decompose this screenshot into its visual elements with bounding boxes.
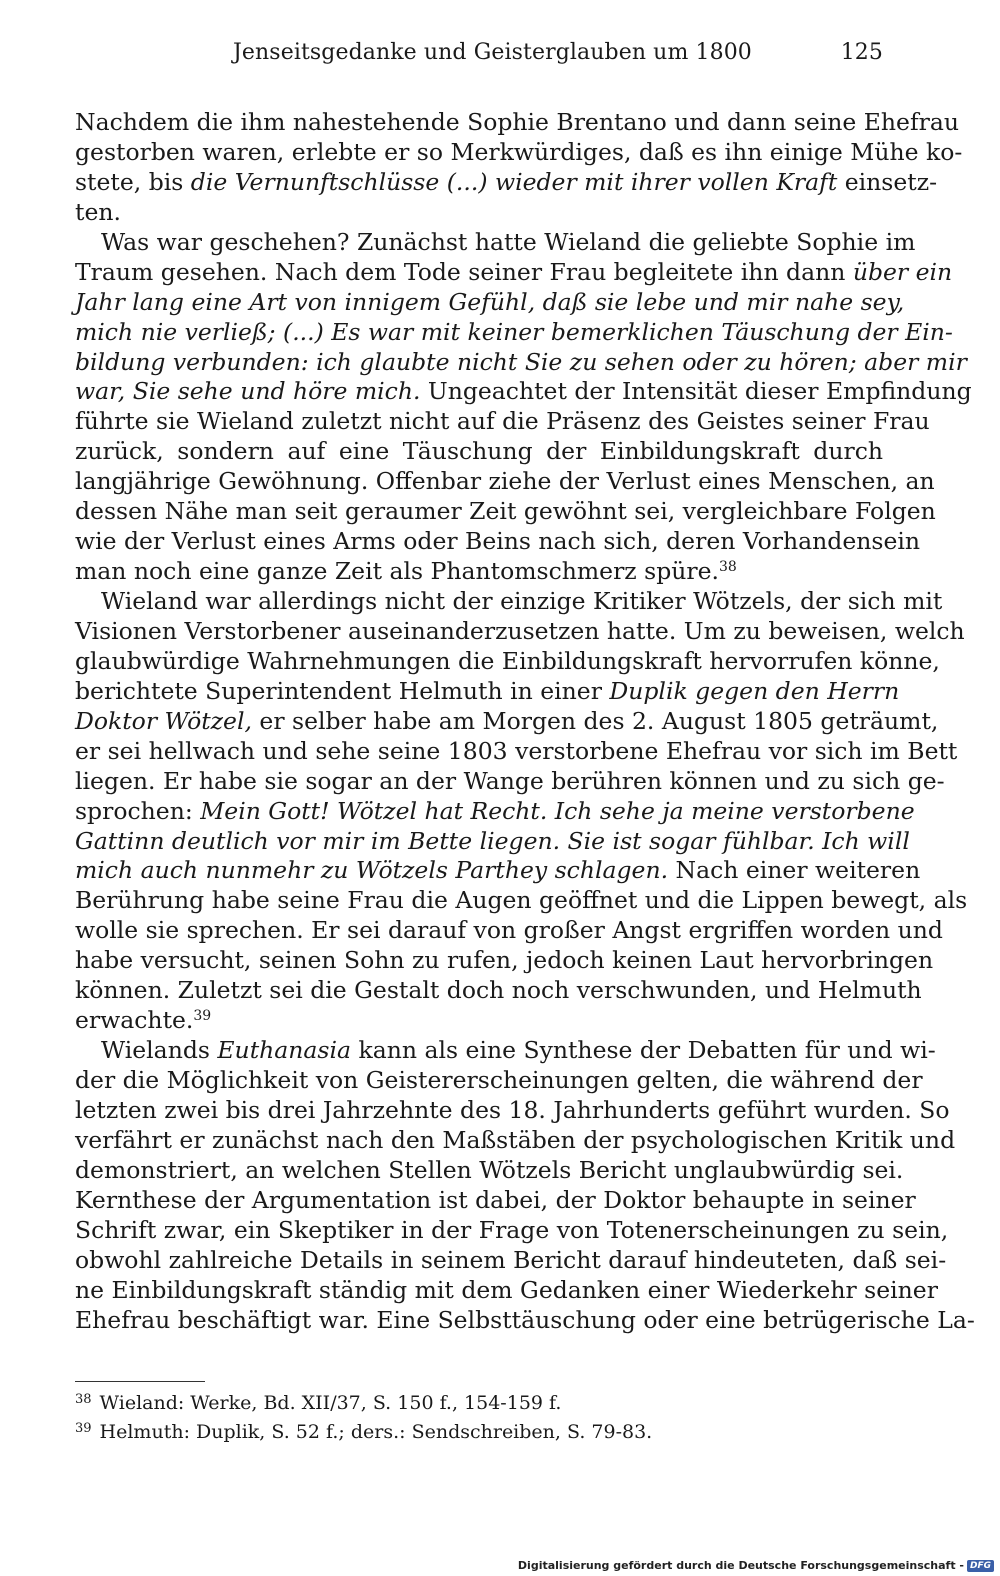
- text-run: sprochen:: [75, 796, 201, 825]
- paragraph: [75, 108, 963, 228]
- text-run: er sei hellwach und sehe seine 1803 verstorbene Ehefrau vor sich im Bett: [75, 736, 958, 765]
- italic-quote: die Vernunftschlüsse (...) wieder mit ihrer vollen Kraft: [190, 167, 838, 196]
- text-run: habe versucht, seinen Sohn zu rufen, jedoch keinen Laut hervorbringen: [75, 946, 934, 975]
- text-line: [75, 1245, 947, 1276]
- text-line: [75, 377, 972, 407]
- text-line: [75, 108, 960, 138]
- text-line: [75, 1066, 923, 1096]
- text-run: der die Möglichkeit von Geistererscheinungen gelten, die während der: [75, 1066, 923, 1094]
- footnote-separator: [75, 1381, 205, 1382]
- text-line: [75, 347, 967, 378]
- paragraph: [75, 1036, 975, 1335]
- text-line: [75, 916, 943, 946]
- footnote-reference: 39: [193, 1008, 212, 1025]
- footnote-text: Helmuth: Duplik, S. 52 f.; ders.: Sendschreiben, S. 79-83.: [99, 1421, 653, 1443]
- text-run: können. Zuletzt sei die Gestalt doch noch verschwunden, und Helmuth: [75, 976, 922, 1005]
- text-run: ten.: [75, 197, 121, 226]
- paragraph: [75, 587, 968, 1036]
- text-run: langjährige Gewöhnung. Offenbar ziehe der Verlust eines Menschen, an: [75, 467, 935, 496]
- text-run: ne Einbildungskraft ständig mit dem Gedanken einer Wiederkehr seiner: [75, 1275, 938, 1304]
- text-line: [75, 616, 965, 647]
- text-run: letzten zwei bis drei Jahrzehnte des 18. Jahrhunderts geführt wurden. So: [75, 1095, 950, 1124]
- text-line: [75, 1215, 949, 1246]
- text-run: Nach einer weiteren: [668, 856, 921, 885]
- text-run: Ungeachtet der Intensität dieser Empfindung: [420, 377, 972, 406]
- text-line: [75, 557, 883, 587]
- text-run: obwohl zahlreiche Details in seinem Bericht darauf hindeuteten, daß sei-: [75, 1245, 947, 1274]
- text-line: [75, 736, 958, 767]
- italic-quote: Euthanasia: [217, 1036, 352, 1065]
- text-line: [75, 317, 953, 348]
- text-line: [75, 257, 953, 288]
- text-line: [75, 976, 922, 1006]
- text-line: [75, 856, 921, 886]
- text-line: [75, 766, 945, 797]
- text-line: [75, 287, 905, 318]
- text-run: man noch eine ganze Zeit als Phantomschmerz spüre.: [75, 557, 720, 586]
- text-line: [75, 826, 910, 857]
- text-line: [75, 1185, 916, 1216]
- text-line: [75, 198, 883, 228]
- text-line: [75, 1125, 956, 1156]
- text-line: [75, 1095, 950, 1126]
- text-run: berichtete Superintendent Helmuth in einer: [75, 676, 610, 705]
- text-line: [75, 796, 915, 827]
- text-run: dessen Nähe man seit geraumer Zeit gewöhnt sei, vergleichbare Folgen: [75, 497, 936, 526]
- italic-quote: Jahr lang eine Art von innigem Gefühl, daß sie lebe und mir nahe sey,: [75, 287, 905, 316]
- text-line: [75, 167, 938, 198]
- footnote-reference: 38: [719, 559, 737, 576]
- body-text: [75, 108, 975, 1335]
- italic-quote: mich nie verließ; (...) Es war mit keiner bemerklichen Täuschung der Ein-: [75, 317, 953, 346]
- page-number: 125: [840, 40, 883, 65]
- italic-quote: über ein: [852, 257, 953, 286]
- text-run: Kernthese der Argumentation ist dabei, der Doktor behaupte in seiner: [75, 1185, 916, 1214]
- text-line: [75, 1036, 936, 1066]
- italic-quote: war, Sie sehe und höre mich.: [75, 377, 421, 406]
- text-line: [75, 1305, 975, 1336]
- text-line: [75, 407, 930, 437]
- italic-quote: Gattinn deutlich vor mir im Bette liegen. Sie ist sogar fühlbar. Ich will: [75, 826, 910, 855]
- digitization-notice: [518, 1559, 994, 1572]
- footnotes: [75, 1387, 883, 1445]
- text-run: Schrift zwar, ein Skeptiker in der Frage von Totenerscheinungen zu sein,: [75, 1215, 949, 1244]
- text-run: kann als eine Synthese der Debatten für und wi-: [351, 1036, 936, 1065]
- text-run: Ehefrau beschäftigt war. Eine Selbsttäuschung oder eine betrügerische La-: [75, 1305, 975, 1334]
- text-line: [75, 1155, 904, 1186]
- text-run: einsetz-: [837, 167, 938, 196]
- running-title: Jenseitsgedanke und Geisterglauben um 1800: [233, 40, 752, 65]
- text-run: Nachdem die ihm nahestehende Sophie Brentano und dann seine Ehefrau: [75, 108, 960, 136]
- footnote-39: [75, 1416, 883, 1445]
- text-run: Wieland war allerdings nicht der einzige Kritiker Wötzels, der sich mit: [101, 587, 943, 615]
- text-run: wolle sie sprechen. Er sei darauf von großer Angst ergriffen worden und: [75, 916, 943, 945]
- dfg-logo: DFG: [967, 1560, 994, 1572]
- text-run: liegen. Er habe sie sogar an der Wange berühren können und zu sich ge-: [75, 766, 945, 795]
- italic-quote: Duplik gegen den Herrn: [609, 676, 900, 705]
- text-run: führte sie Wieland zuletzt nicht auf die Präsenz des Geistes seiner Frau: [75, 407, 930, 436]
- footnote-number: 38: [75, 1392, 92, 1407]
- text-line: [75, 497, 936, 527]
- text-line: [75, 946, 934, 976]
- text-line: [75, 1006, 883, 1036]
- text-run: Traum gesehen. Nach dem Tode seiner Frau begleitete ihn dann: [75, 257, 853, 286]
- paragraph: [75, 227, 972, 587]
- digitization-notice-text: Digitalisierung gefördert durch die Deutsche Forschungsgemeinschaft -: [517, 1559, 964, 1572]
- text-line: [75, 467, 935, 497]
- text-run: wie der Verlust eines Arms oder Beins nach sich, deren Vorhandensein: [75, 527, 921, 556]
- text-line: [75, 527, 921, 557]
- text-run: gestorben waren, erlebte er so Merkwürdiges, daß es ihn einige Mühe ko-: [75, 137, 963, 166]
- italic-quote: Doktor Wötzel,: [75, 706, 252, 735]
- text-run: verfährt er zunächst nach den Maßstäben der psychologischen Kritik und: [75, 1125, 956, 1154]
- text-run: Berührung habe seine Frau die Augen geöffnet und die Lippen bewegt, als: [75, 886, 968, 915]
- text-run: erwachte.: [75, 1006, 194, 1035]
- footnote-text: Wieland: Werke, Bd. XII/37, S. 150 f., 154-159 f.: [99, 1392, 562, 1414]
- italic-quote: mich auch nunmehr zu Wötzels Parthey schlagen.: [75, 856, 669, 885]
- footnote-38: [75, 1387, 883, 1416]
- text-line: [75, 437, 883, 467]
- text-run: glaubwürdige Wahrnehmungen die Einbildungskraft hervorrufen könne,: [75, 646, 940, 675]
- text-line: [75, 227, 916, 258]
- italic-quote: bildung verbunden: ich glaubte nicht Sie zu sehen oder zu hören; aber mir: [75, 347, 967, 376]
- text-run: Wielands: [101, 1036, 218, 1065]
- text-run: zurück, sondern auf eine Täuschung der Einbildungskraft durch: [75, 437, 883, 466]
- text-run: Visionen Verstorbener auseinanderzusetzen hatte. Um zu beweisen, welch: [75, 616, 965, 645]
- text-run: Was war geschehen? Zunächst hatte Wieland die geliebte Sophie im: [101, 227, 916, 256]
- text-line: [75, 646, 940, 677]
- text-line: [75, 1275, 938, 1306]
- italic-quote: Mein Gott! Wötzel hat Recht. Ich sehe ja meine verstorbene: [200, 796, 915, 825]
- text-line: [75, 676, 900, 707]
- text-run: er selber habe am Morgen des 2. August 1805 geträumt,: [251, 706, 939, 735]
- text-line: [75, 587, 943, 617]
- footnote-number: 39: [75, 1421, 92, 1436]
- text-line: [75, 886, 968, 916]
- text-run: demonstriert, an welchen Stellen Wötzels Bericht unglaubwürdig sei.: [75, 1155, 904, 1184]
- text-line: [75, 706, 939, 737]
- text-run: stete, bis: [75, 167, 191, 196]
- text-line: [75, 137, 963, 168]
